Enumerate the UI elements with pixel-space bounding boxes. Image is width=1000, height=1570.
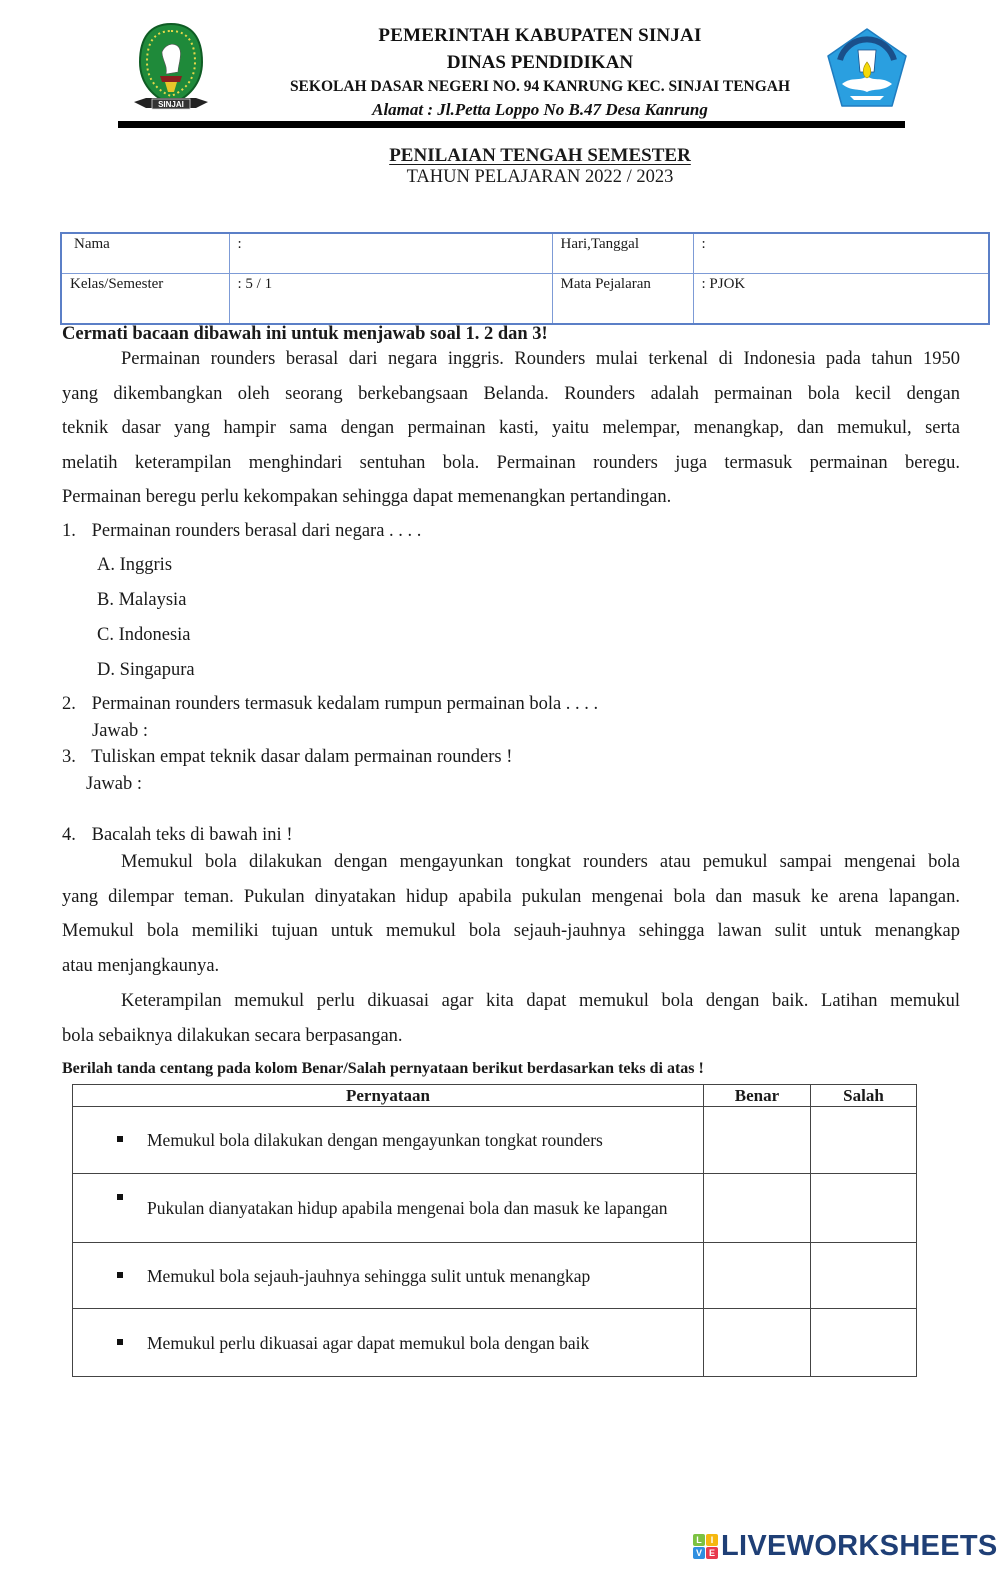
live-blocks-icon [693, 1534, 718, 1559]
question-text: Permainan rounders termasuk kedalam rumpun permainan bola . . . . [91, 694, 599, 714]
header-pernyataan: Pernyataan [73, 1085, 704, 1107]
header-salah: Salah [811, 1085, 917, 1107]
label-mata-pelajaran: Mata Pejalaran [552, 273, 693, 324]
exam-title: PENILAIAN TENGAH SEMESTER [389, 145, 691, 166]
passage-line: Memukul bola memiliki tujuan untuk memukul bola sejauh-jauhnya sehingga lawan sulit untuk menangkap [62, 921, 960, 941]
answer-3[interactable] [86, 774, 142, 795]
passage-line: Permainan rounders berasal dari negara inggris. Rounders mulai terkenal di Indonesia pada tahun 1950 [121, 349, 960, 369]
benar-checkbox[interactable] [704, 1107, 811, 1174]
bullet-icon [117, 1136, 123, 1142]
table-header-row [73, 1085, 917, 1107]
statement-text: Pukulan dianyatakan hidup apabila mengenai bola dan masuk ke lapangan [147, 1198, 668, 1218]
answer-2[interactable] [92, 721, 148, 742]
svg-text:SINJAI: SINJAI [158, 100, 184, 109]
letterhead-address: Alamat : Jl.Petta Loppo No B.47 Desa Kanrung [372, 100, 708, 119]
salah-checkbox[interactable] [811, 1174, 917, 1243]
reading-instruction: Cermati bacaan dibawah ini untuk menjawab soal 1. 2 dan 3! [62, 324, 548, 344]
value-kelas-semester: : 5 / 1 [229, 273, 552, 324]
option-a[interactable]: A. Inggris [97, 555, 173, 575]
answer-label: Jawab : [86, 774, 142, 794]
statement-text: Memukul bola dilakukan dengan mengayunkan tongkat rounders [147, 1130, 603, 1150]
answer-label: Jawab : [92, 721, 148, 741]
table-row [73, 1243, 917, 1309]
sinjai-regency-emblem-icon [132, 22, 210, 116]
liveworksheets-logo[interactable] [693, 1531, 998, 1561]
question-number: 3. [62, 747, 76, 767]
table-row [73, 1107, 917, 1174]
option-d[interactable]: D. Singapura [97, 660, 195, 680]
question-number: 2. [62, 694, 76, 714]
info-row-name [61, 233, 989, 273]
logo-letter: V [693, 1547, 705, 1559]
field-nama[interactable]: : [229, 233, 552, 273]
tut-wuri-handayani-emblem-icon [822, 26, 912, 114]
field-hari-tanggal[interactable]: : [693, 233, 989, 273]
statement-cell [73, 1107, 704, 1174]
passage-line: Memukul bola dilakukan dengan mengayunkan tongkat rounders atau pemukul sampai mengenai bola [121, 852, 960, 872]
statement-text: Memukul bola sejauh-jauhnya sehingga sulit untuk menangkap [147, 1265, 591, 1286]
passage-line: atau menjangkaunya. [62, 955, 220, 976]
info-row-class [61, 273, 989, 324]
question-text: Permainan rounders berasal dari negara . . . . [91, 521, 422, 541]
passage-line: Keterampilan memukul perlu dikuasai agar kita dapat memukul bola dengan baik. Latihan memukul [121, 991, 960, 1011]
label-kelas-semester: Kelas/Semester [61, 273, 229, 324]
letterhead-divider [118, 121, 905, 128]
value-mata-pelajaran: : PJOK [693, 273, 989, 324]
question-2 [62, 694, 598, 715]
brand-name: LIVEWORKSHEETS [721, 1530, 998, 1562]
bullet-icon [117, 1339, 123, 1345]
question-1 [62, 521, 421, 542]
question-text: Tuliskan empat teknik dasar dalam permainan rounders ! [91, 747, 513, 767]
passage-line: melatih keterampilan menghindari sentuhan bola. Permainan rounders juga termasuk permainan beregu. [62, 452, 960, 473]
passage-line: yang dilempar teman. Pukulan dinyatakan hidup apabila pukulan mengenai bola dan masuk ke arena lapangan. [62, 886, 960, 907]
reading-passage-2 [62, 845, 960, 983]
statement-cell [73, 1243, 704, 1309]
student-info-table [60, 232, 990, 325]
statement-cell [73, 1309, 704, 1377]
passage-line: Permainan beregu perlu kekompakan sehingga dapat memenangkan pertandingan. [62, 487, 672, 507]
question-text: Bacalah teks di bawah ini ! [91, 825, 293, 845]
table-row [73, 1309, 917, 1377]
benar-checkbox[interactable] [704, 1309, 811, 1377]
option-b[interactable]: B. Malaysia [97, 590, 187, 610]
label-nama: Nama [61, 233, 229, 273]
logo-letter: L [693, 1534, 705, 1546]
option-c[interactable]: C. Indonesia [97, 625, 191, 645]
salah-checkbox[interactable] [811, 1107, 917, 1174]
passage-line: teknik dasar yang hampir sama dengan permainan kasti, yaitu melempar, menangkap, dan memukul, serta [62, 418, 960, 438]
question-number: 1. [62, 521, 76, 541]
reading-passage-1 [62, 342, 960, 515]
bullet-icon [117, 1272, 123, 1278]
question-number: 4. [62, 825, 76, 845]
bullet-icon [117, 1194, 123, 1200]
letterhead-school: SEKOLAH DASAR NEGERI NO. 94 KANRUNG KEC. SINJAI TENGAH [289, 78, 791, 95]
label-hari-tanggal: Hari,Tanggal [552, 233, 693, 273]
statement-text: Memukul perlu dikuasai agar dapat memukul bola dengan baik [147, 1332, 590, 1353]
letterhead-department: DINAS PENDIDIKAN [446, 52, 634, 73]
true-false-table [72, 1084, 917, 1377]
salah-checkbox[interactable] [811, 1243, 917, 1309]
question-4 [62, 825, 293, 846]
logo-letter: I [706, 1534, 718, 1546]
reading-passage-3 [62, 984, 960, 1053]
table-row [73, 1174, 917, 1243]
logo-letter: E [706, 1547, 718, 1559]
letterhead-government: PEMERINTAH KABUPATEN SINJAI [378, 25, 702, 46]
true-false-instruction: Berilah tanda centang pada kolom Benar/Salah pernyataan berikut berdasarkan teks di atas ! [62, 1060, 704, 1077]
statement-cell [73, 1174, 704, 1243]
passage-line: bola sebaiknya dilakukan secara berpasangan. [62, 1025, 403, 1046]
question-3 [62, 747, 512, 768]
passage-line: yang dikembangkan oleh seorang berkebangsaan Belanda. Rounders adalah permainan bola kecil dengan [62, 383, 960, 404]
benar-checkbox[interactable] [704, 1174, 811, 1243]
exam-academic-year: TAHUN PELAJARAN 2022 / 2023 [406, 167, 674, 187]
salah-checkbox[interactable] [811, 1309, 917, 1377]
header-benar: Benar [704, 1085, 811, 1107]
benar-checkbox[interactable] [704, 1243, 811, 1309]
